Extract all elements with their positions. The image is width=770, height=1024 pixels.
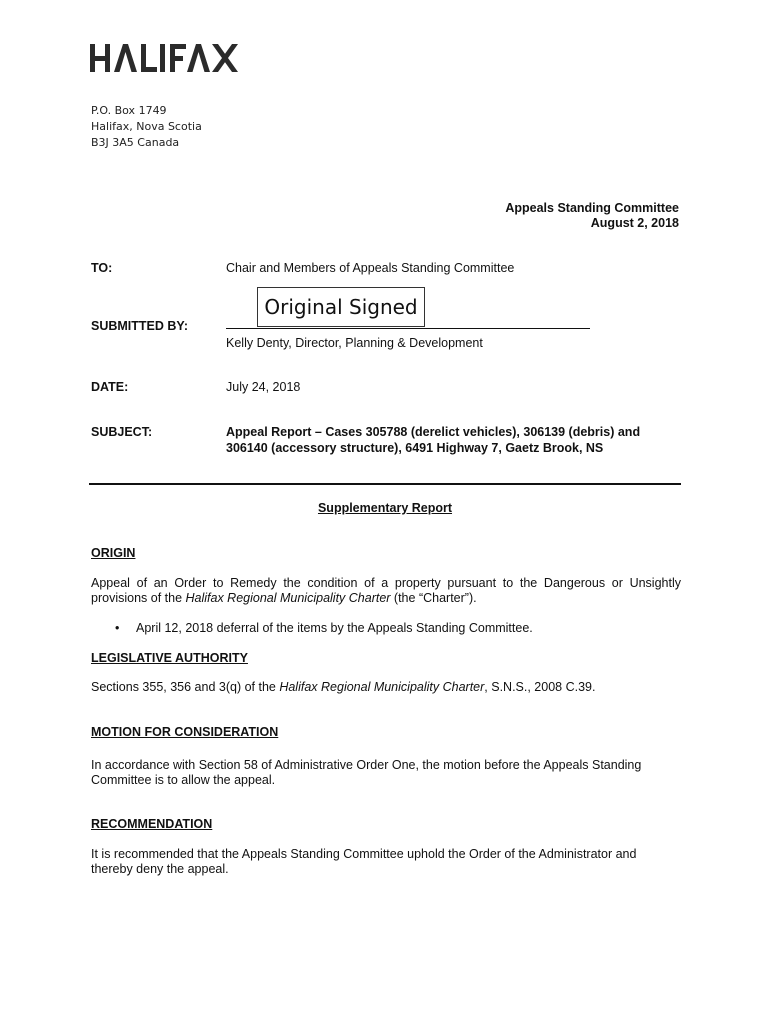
report-title: Supplementary Report [317,501,453,515]
divider [89,483,681,485]
halifax-logo [90,42,240,76]
recommendation-heading: RECOMMENDATION [91,817,213,831]
legislative-paragraph [91,680,681,695]
original-signed-stamp: Original Signed [257,287,425,327]
legislative-text-part: Sections 355, 356 and 3(q) of the [91,680,280,694]
submitted-by-label: SUBMITTED BY: [91,319,188,333]
date-label: DATE: [91,380,129,394]
date-value: July 24, 2018 [226,380,301,394]
origin-paragraph [91,576,681,606]
address-line: P.O. Box 1749 [91,104,167,117]
to-value: Chair and Members of Appeals Standing Committee [226,261,515,275]
committee-block [505,201,679,231]
subject-value: Appeal Report – Cases 305788 (derelict vehicles), 306139 (debris) and 306140 (accessory structure), 6491 Highway 7, Gaetz Brook, NS [226,425,641,455]
to-label: TO: [91,261,113,275]
submitted-by-value: Kelly Denty, Director, Planning & Development [226,336,483,350]
meeting-date: August 2, 2018 [590,216,679,230]
recommendation-paragraph: It is recommended that the Appeals Standing Committee uphold the Order of the Administrator and thereby deny the appeal. [91,847,637,876]
subject-label: SUBJECT: [91,425,153,439]
charter-title: Halifax Regional Municipality Charter [279,680,485,694]
committee-name: Appeals Standing Committee [505,201,679,215]
motion-paragraph: In accordance with Section 58 of Administrative Order One, the motion before the Appeals Standing Committee is to allow the appeal. [91,758,642,787]
signature-line [226,328,590,329]
mailing-address [91,103,202,151]
charter-title: Halifax Regional Municipality Charter [185,591,391,605]
legislative-text-part: , S.N.S., 2008 C.39. [484,680,596,694]
motion-heading: MOTION FOR CONSIDERATION [91,725,279,739]
origin-text-part: (the “Charter”). [390,591,477,605]
bullet-icon: • [115,621,120,635]
origin-heading: ORIGIN [91,546,136,560]
legislative-authority-heading: LEGISLATIVE AUTHORITY [91,651,248,665]
address-line: B3J 3A5 Canada [91,136,180,149]
address-line: Halifax, Nova Scotia [91,120,202,133]
origin-text-part: Appeal of an Order to Remedy the condition of a property pursuant to the Dangerous or Unsightly provisions of the [91,576,681,605]
origin-bullet-item: April 12, 2018 deferral of the items by the Appeals Standing Committee. [136,621,533,635]
